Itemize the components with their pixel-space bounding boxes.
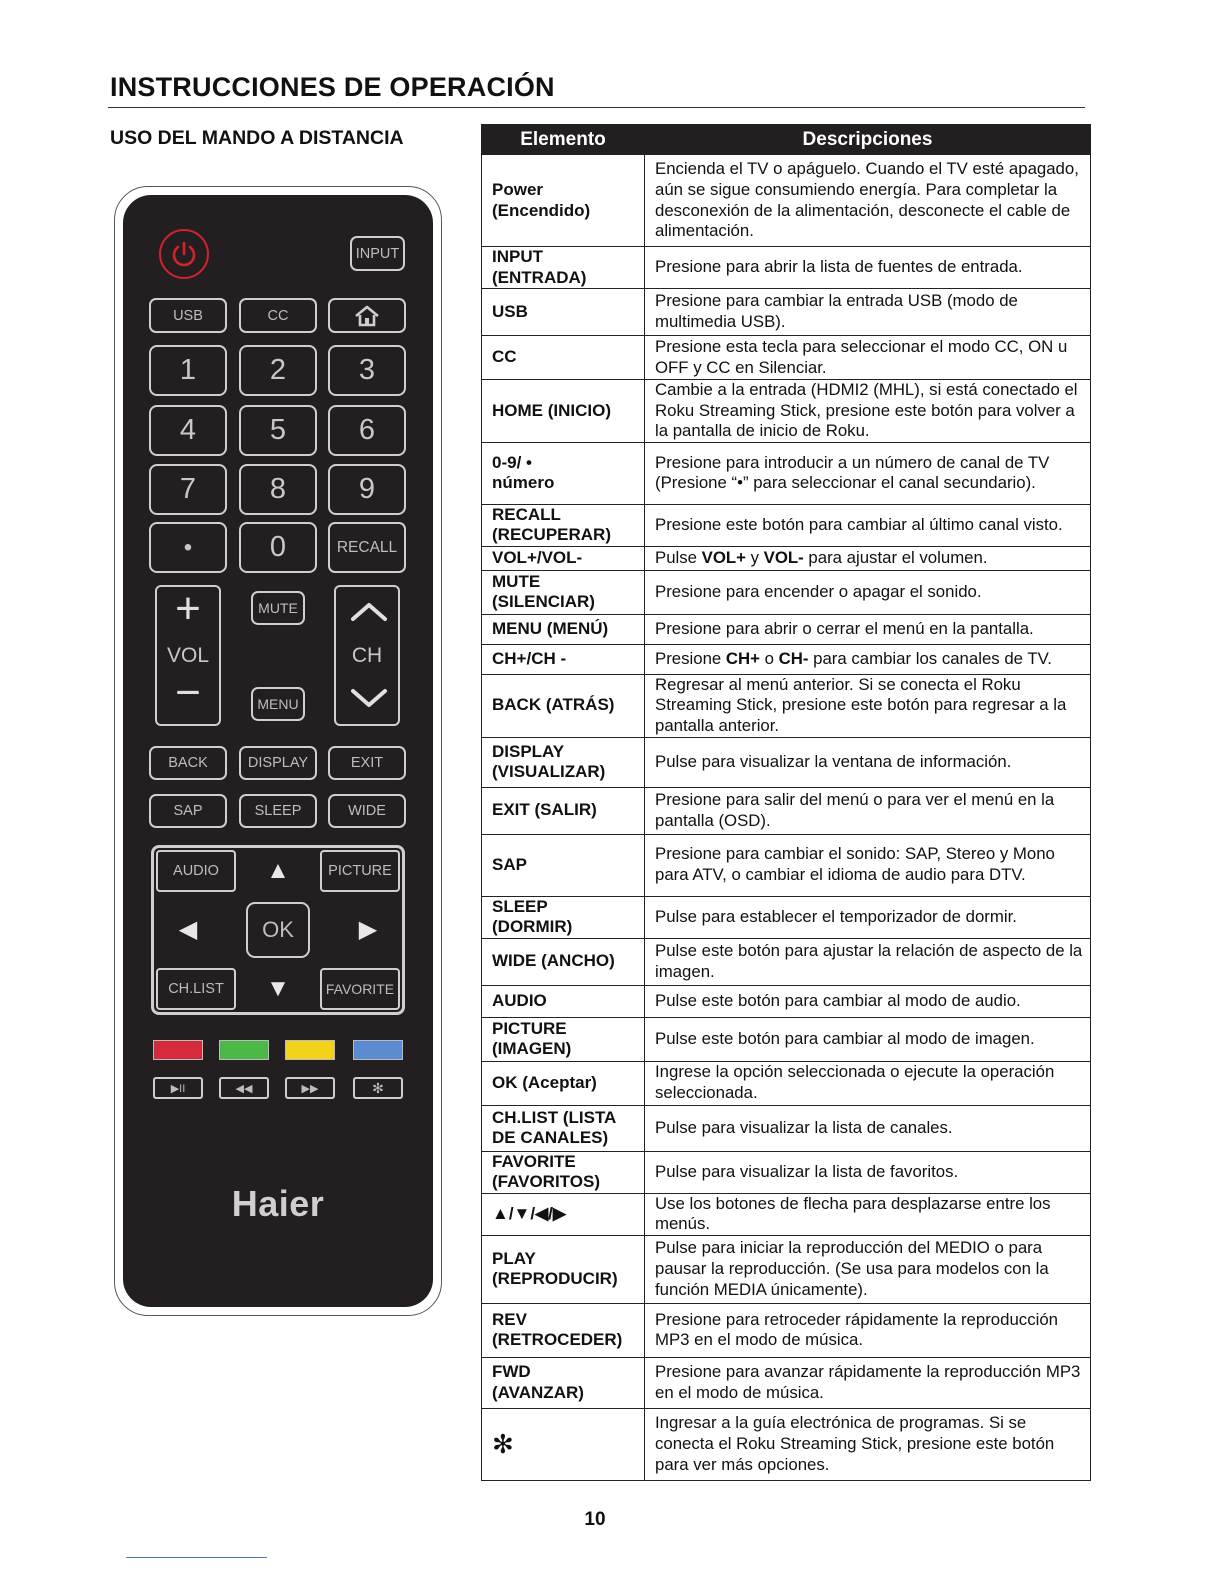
- arrow-right-button[interactable]: ▶: [358, 915, 378, 943]
- element-cell: REV (RETROCEDER): [482, 1303, 645, 1357]
- element-cell: PLAY (REPRODUCIR): [482, 1235, 645, 1303]
- description-cell: Presione para cambiar la entrada USB (modo de multimedia USB).: [645, 289, 1091, 336]
- rewind-button[interactable]: ◀◀: [219, 1077, 269, 1099]
- red-key[interactable]: [153, 1040, 203, 1060]
- element-cell: ✻: [482, 1408, 645, 1480]
- description-cell: Presione para encender o apagar el sonido.: [645, 570, 1091, 614]
- table-row: [482, 1235, 1091, 1303]
- description-cell: Pulse VOL+ y VOL- para ajustar el volumen.: [645, 546, 1091, 570]
- digit-3-button[interactable]: 3: [328, 345, 406, 396]
- table-header-row: [482, 125, 1091, 155]
- remote-body: [123, 195, 433, 1307]
- description-cell: Pulse para establecer el temporizador de dormir.: [645, 896, 1091, 938]
- element-cell: PICTURE (IMAGEN): [482, 1017, 645, 1061]
- table-row: [482, 380, 1091, 443]
- digit-9-button[interactable]: 9: [328, 464, 406, 515]
- sleep-button[interactable]: SLEEP: [239, 794, 317, 828]
- table-body: [482, 155, 1091, 1481]
- table-row: [482, 1357, 1091, 1408]
- table-row: [482, 1017, 1091, 1061]
- element-cell: AUDIO: [482, 985, 645, 1017]
- table-row: [482, 1193, 1091, 1235]
- element-cell: FAVORITE (FAVORITOS): [482, 1151, 645, 1193]
- home-icon: [354, 305, 380, 327]
- digit-5-button[interactable]: 5: [239, 405, 317, 456]
- remote-control-illustration: [114, 186, 442, 1316]
- table-row: [482, 985, 1091, 1017]
- dot-button[interactable]: •: [149, 522, 227, 573]
- description-cell: Cambie a la entrada (HDMI2 (MHL), si está conectado el Roku Streaming Stick, presione este botón para volver a la pantalla de inicio de Roku.: [645, 380, 1091, 443]
- volume-down-label: −: [175, 668, 201, 717]
- element-cell: SAP: [482, 834, 645, 896]
- picture-button[interactable]: PICTURE: [320, 850, 400, 892]
- table-row: [482, 336, 1091, 380]
- table-row: [482, 1061, 1091, 1105]
- description-cell: Presione para abrir la lista de fuentes de entrada.: [645, 247, 1091, 289]
- recall-button[interactable]: RECALL: [328, 522, 406, 573]
- description-cell: Pulse para visualizar la lista de canales.: [645, 1105, 1091, 1151]
- input-button[interactable]: INPUT: [350, 236, 405, 271]
- table-row: [482, 787, 1091, 834]
- button-functions-table: [481, 124, 1091, 1481]
- volume-up-label: +: [175, 584, 201, 633]
- menu-button[interactable]: MENU: [251, 687, 305, 721]
- description-cell: Encienda el TV o apáguelo. Cuando el TV esté apagado, aún se sigue consumiendo energía. Para completar la desconexión de la alimentación, desconecte el cable de alimentación.: [645, 155, 1091, 247]
- fast-forward-button[interactable]: ▶▶: [285, 1077, 335, 1099]
- brand-logo: Haier: [231, 1183, 325, 1224]
- table-row: [482, 289, 1091, 336]
- navigation-pad: [151, 845, 405, 1015]
- description-cell: Ingresar a la guía electrónica de programas. Si se conecta el Roku Streaming Stick, presione este botón para ver más opciones.: [645, 1408, 1091, 1480]
- digit-2-button[interactable]: 2: [239, 345, 317, 396]
- usb-button[interactable]: USB: [149, 298, 227, 333]
- blue-key[interactable]: [353, 1040, 403, 1060]
- table-row: [482, 834, 1091, 896]
- table-row: [482, 1151, 1091, 1193]
- chlist-button[interactable]: CH.LIST: [156, 968, 236, 1010]
- yellow-key[interactable]: [285, 1040, 335, 1060]
- description-cell: Presione esta tecla para seleccionar el modo CC, ON u OFF y CC en Silenciar.: [645, 336, 1091, 380]
- chevron-up-icon: [349, 599, 389, 623]
- table-row: [482, 1408, 1091, 1480]
- table-row: [482, 896, 1091, 938]
- column-header-element: Elemento: [482, 125, 645, 155]
- description-cell: Presione este botón para cambiar al último canal visto.: [645, 504, 1091, 546]
- element-cell: OK (Aceptar): [482, 1061, 645, 1105]
- table-row: [482, 1303, 1091, 1357]
- title-divider: [108, 107, 1085, 108]
- footer-rule: [126, 1557, 267, 1558]
- table-row: [482, 1105, 1091, 1151]
- element-cell: Power (Encendido): [482, 155, 645, 247]
- element-cell: ▲/▼/◀/▶: [482, 1193, 645, 1235]
- description-cell: Presione para retroceder rápidamente la reproducción MP3 en el modo de música.: [645, 1303, 1091, 1357]
- page-title: INSTRUCCIONES DE OPERACIÓN: [110, 72, 555, 102]
- table-row: [482, 546, 1091, 570]
- power-button[interactable]: [159, 229, 209, 279]
- table-row: [482, 570, 1091, 614]
- digit-7-button[interactable]: 7: [149, 464, 227, 515]
- audio-button[interactable]: AUDIO: [156, 850, 236, 892]
- element-cell: INPUT (ENTRADA): [482, 247, 645, 289]
- description-cell: Presione para salir del menú o para ver el menú en la pantalla (OSD).: [645, 787, 1091, 834]
- chevron-down-icon: [349, 687, 389, 711]
- element-cell: EXIT (SALIR): [482, 787, 645, 834]
- page-number: 10: [584, 1509, 606, 1530]
- element-cell: CH.LIST (LISTA DE CANALES): [482, 1105, 645, 1151]
- description-cell: Presione CH+ o CH- para cambiar los canales de TV.: [645, 644, 1091, 674]
- play-pause-button[interactable]: ▶II: [153, 1077, 203, 1099]
- description-cell: Pulse para visualizar la ventana de información.: [645, 737, 1091, 787]
- description-cell: Ingrese la opción seleccionada o ejecute la operación seleccionada.: [645, 1061, 1091, 1105]
- element-cell: CC: [482, 336, 645, 380]
- table-row: [482, 155, 1091, 247]
- table-row: [482, 504, 1091, 546]
- element-cell: FWD (AVANZAR): [482, 1357, 645, 1408]
- star-button[interactable]: ✻: [353, 1077, 403, 1099]
- description-cell: Presione para abrir o cerrar el menú en la pantalla.: [645, 614, 1091, 644]
- element-cell: MUTE (SILENCIAR): [482, 570, 645, 614]
- element-cell: HOME (INICIO): [482, 380, 645, 443]
- digit-8-button[interactable]: 8: [239, 464, 317, 515]
- description-cell: Presione para cambiar el sonido: SAP, Stereo y Mono para ATV, o cambiar el idioma de audio para DTV.: [645, 834, 1091, 896]
- back-button[interactable]: BACK: [149, 746, 227, 780]
- section-subtitle: USO DEL MANDO A DISTANCIA: [110, 127, 404, 149]
- element-cell: DISPLAY (VISUALIZAR): [482, 737, 645, 787]
- channel-rocker[interactable]: [334, 585, 400, 726]
- arrow-down-button[interactable]: ▼: [266, 975, 290, 1002]
- table-row: [482, 247, 1091, 289]
- description-cell: Pulse este botón para cambiar al modo de imagen.: [645, 1017, 1091, 1061]
- power-icon: [169, 239, 199, 269]
- sap-button[interactable]: SAP: [149, 794, 227, 828]
- description-cell: Presione para avanzar rápidamente la reproducción MP3 en el modo de música.: [645, 1357, 1091, 1408]
- digit-0-button[interactable]: 0: [239, 522, 317, 573]
- description-cell: Pulse para visualizar la lista de favoritos.: [645, 1151, 1091, 1193]
- element-cell: VOL+/VOL-: [482, 546, 645, 570]
- table-row: [482, 644, 1091, 674]
- digit-6-button[interactable]: 6: [328, 405, 406, 456]
- table-row: [482, 674, 1091, 737]
- element-cell: 0-9/ • número: [482, 442, 645, 504]
- description-cell: Regresar al menú anterior. Si se conecta el Roku Streaming Stick, presione este botón para regresar a la pantalla anterior.: [645, 674, 1091, 737]
- element-cell: CH+/CH -: [482, 644, 645, 674]
- element-cell: WIDE (ANCHO): [482, 938, 645, 985]
- table-row: [482, 938, 1091, 985]
- element-cell: USB: [482, 289, 645, 336]
- favorite-button[interactable]: FAVORITE: [320, 968, 400, 1010]
- element-cell: BACK (ATRÁS): [482, 674, 645, 737]
- element-cell: RECALL (RECUPERAR): [482, 504, 645, 546]
- table-row: [482, 442, 1091, 504]
- volume-label: VOL: [166, 644, 210, 667]
- home-button[interactable]: [328, 298, 406, 333]
- table-row: [482, 614, 1091, 644]
- arrow-left-button[interactable]: ◀: [178, 915, 198, 943]
- description-cell: Pulse para iniciar la reproducción del MEDIO o para pausar la reproducción. (Se usa para modelos con la función MEDIA únicamente).: [645, 1235, 1091, 1303]
- element-cell: SLEEP (DORMIR): [482, 896, 645, 938]
- column-header-description: Descripciones: [645, 125, 1091, 155]
- cc-button[interactable]: CC: [239, 298, 317, 333]
- description-cell: Use los botones de flecha para desplazarse entre los menús.: [645, 1193, 1091, 1235]
- channel-label: CH: [351, 644, 383, 667]
- table-row: [482, 737, 1091, 787]
- mute-button[interactable]: MUTE: [251, 591, 305, 625]
- green-key[interactable]: [219, 1040, 269, 1060]
- digit-1-button[interactable]: 1: [149, 345, 227, 396]
- volume-rocker[interactable]: [155, 585, 221, 726]
- description-cell: Pulse este botón para cambiar al modo de audio.: [645, 985, 1091, 1017]
- display-button[interactable]: DISPLAY: [239, 746, 317, 780]
- wide-button[interactable]: WIDE: [328, 794, 406, 828]
- exit-button[interactable]: EXIT: [328, 746, 406, 780]
- description-cell: Pulse este botón para ajustar la relación de aspecto de la imagen.: [645, 938, 1091, 985]
- element-cell: MENU (MENÚ): [482, 614, 645, 644]
- description-cell: Presione para introducir a un número de canal de TV (Presione “•” para seleccionar el canal secundario).: [645, 442, 1091, 504]
- digit-4-button[interactable]: 4: [149, 405, 227, 456]
- ok-button[interactable]: OK: [246, 902, 310, 958]
- arrow-up-button[interactable]: ▲: [266, 857, 290, 884]
